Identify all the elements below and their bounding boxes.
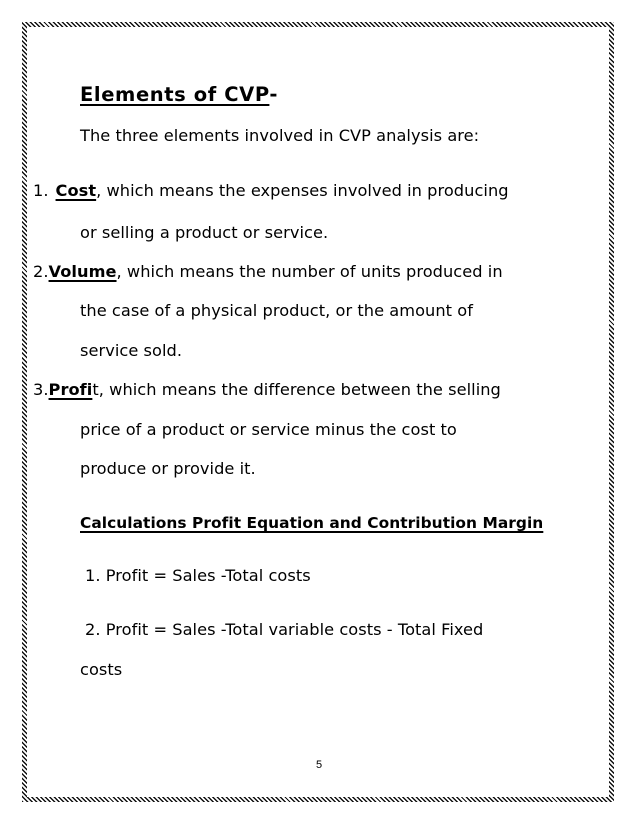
term-profit-rest: t [92,380,99,399]
calculations-heading: Calculations Profit Equation and Contribution Margin [80,514,544,532]
section-heading-suffix: - [269,83,279,106]
term-cost: Cost [55,181,97,200]
equation-2: 2. Profit = Sales -Total variable costs - Total Fixed [85,620,484,639]
equation-2-continuation: costs [80,660,123,679]
term-profit: Profi [48,380,93,399]
section-heading [80,85,278,105]
list-item-text: , which means the expenses involved in producing [96,181,509,200]
section-heading-title: Elements of CVP [80,83,270,106]
list-item-continuation: the case of a physical product, or the amount of [80,301,473,320]
list-number: 2. [33,262,49,281]
list-item-text: , which means the number of units produced in [116,262,503,281]
equation-1: 1. Profit = Sales -Total costs [85,566,311,585]
list-number: 1. [33,181,49,200]
list-item-volume [33,262,503,282]
intro-text: The three elements involved in CVP analysis are: [80,126,480,145]
list-item-continuation: produce or provide it. [80,459,256,478]
list-item-text: , which means the difference between the selling [98,380,501,399]
list-item-continuation: or selling a product or service. [80,223,329,242]
list-item-profit [33,380,501,400]
list-number: 3. [33,380,49,399]
list-item-cost [33,181,509,201]
list-item-continuation: price of a product or service minus the cost to [80,420,457,439]
page-number: 5 [315,759,323,771]
list-item-continuation: service sold. [80,341,183,360]
term-volume: Volume [48,262,117,281]
